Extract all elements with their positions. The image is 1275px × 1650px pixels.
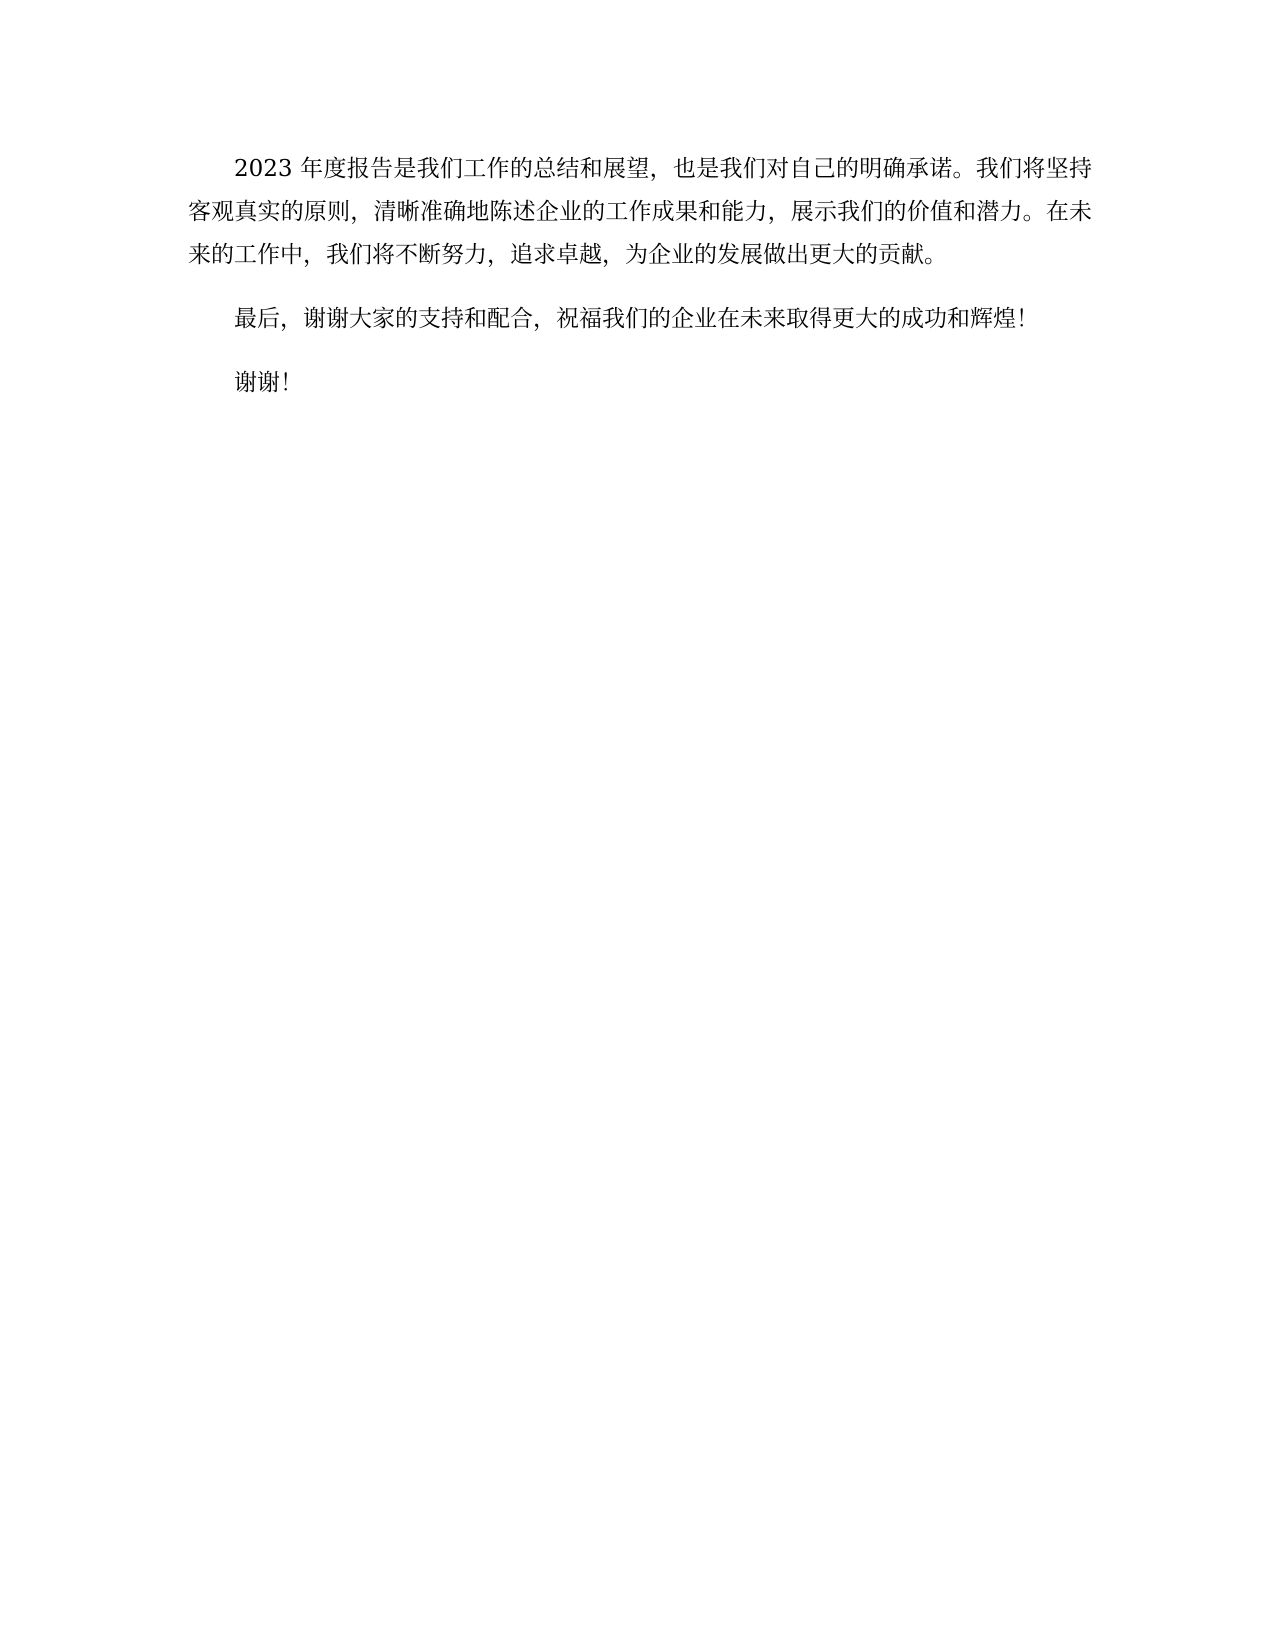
paragraph-report-summary: 2023 年度报告是我们工作的总结和展望，也是我们对自己的明确承诺。我们将坚持客观真实的原则，清晰准确地陈述企业的工作成果和能力，展示我们的价值和潜力。在未来的工作中，我们将不断努力，追求卓越，为企业的发展做出更大的贡献。 [188, 156, 1092, 268]
paragraph-thank-you: 谢谢！ [234, 370, 303, 396]
document-body [188, 148, 1092, 426]
paragraph-closing-thanks: 最后，谢谢大家的支持和配合，祝福我们的企业在未来取得更大的成功和辉煌！ [234, 306, 1039, 332]
